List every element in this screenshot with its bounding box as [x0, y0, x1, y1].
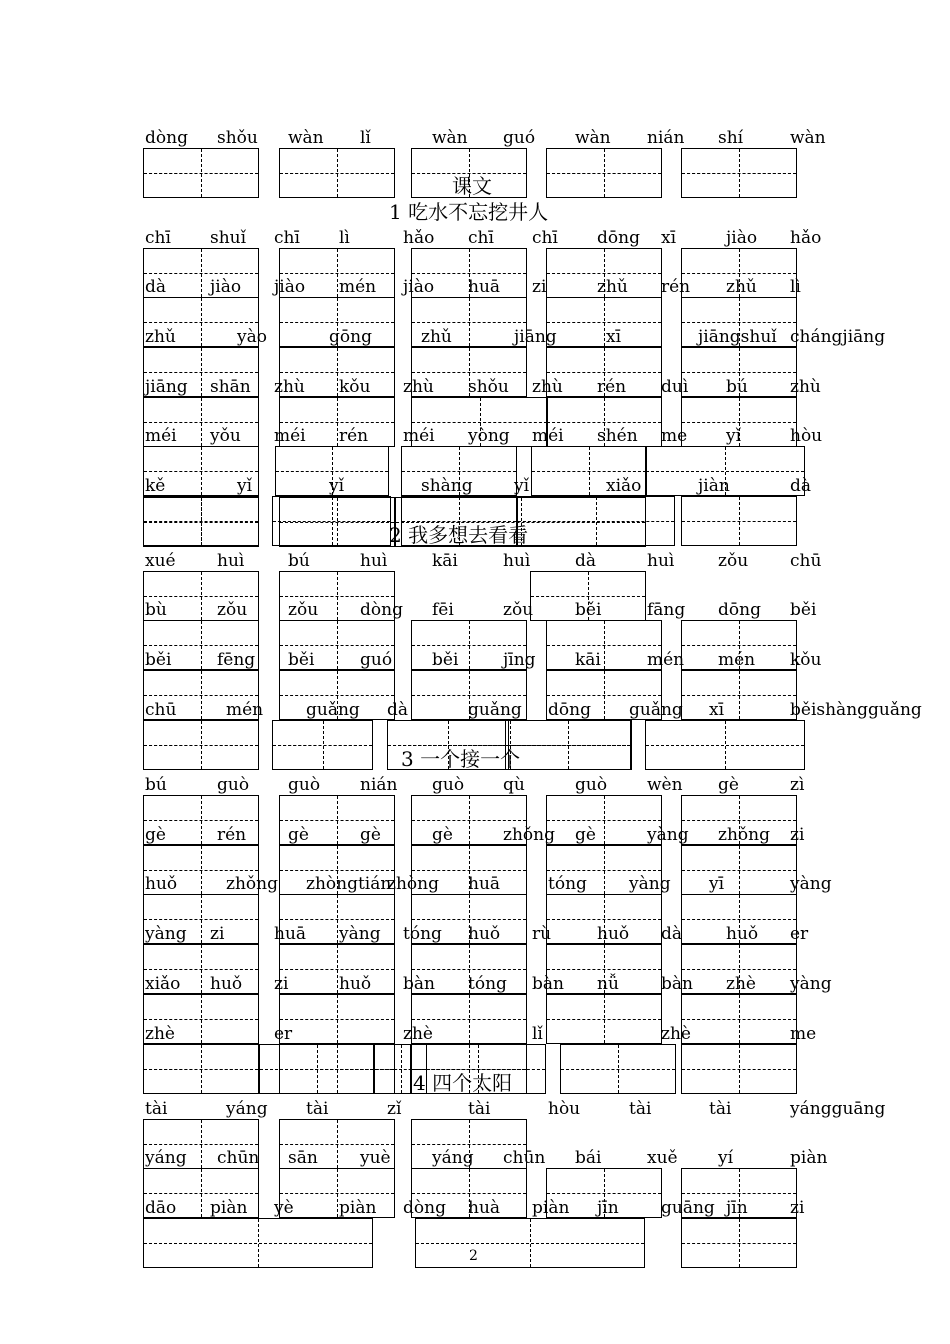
tianzige-box[interactable]: [681, 1218, 797, 1268]
pinyin-label: yè: [274, 1198, 294, 1218]
pinyin-label: méi: [274, 426, 306, 446]
pinyin-label: huì: [647, 551, 675, 571]
pinyin-label: běi: [575, 600, 602, 620]
pinyin-label: dà: [387, 700, 409, 720]
pinyin-label: zhè: [145, 1024, 175, 1044]
pinyin-label: tóng: [403, 924, 442, 944]
pinyin-label: huà: [468, 1198, 501, 1218]
pinyin-label: zhù: [274, 377, 305, 397]
pinyin-label: yǐ: [237, 476, 253, 496]
pinyin-label: jiào: [403, 277, 435, 297]
pinyin-label: chī: [274, 228, 300, 248]
pinyin-label: dà: [790, 476, 812, 496]
pinyin-label: rén: [661, 277, 691, 297]
pinyin-label: huā: [468, 874, 501, 894]
pinyin-label: huǒ: [339, 974, 372, 994]
pinyin-label: běi: [288, 650, 315, 670]
pinyin-label: chī: [532, 228, 558, 248]
tianzige-box[interactable]: [681, 496, 797, 546]
pinyin-label: kǒu: [339, 377, 371, 397]
pinyin-label: dōng: [597, 228, 640, 248]
pinyin-label: méi: [403, 426, 435, 446]
pinyin-label: gè: [360, 825, 381, 845]
pinyin-label: yǒu: [210, 426, 241, 446]
pinyin-label: dòng: [360, 600, 403, 620]
pinyin-label: huǒ: [210, 974, 243, 994]
pinyin-label: guò: [432, 775, 465, 795]
pinyin-label: nián: [360, 775, 398, 795]
page-number: 2: [469, 1248, 478, 1264]
pinyin-label: me: [661, 426, 688, 446]
pinyin-label: zhù: [403, 377, 434, 397]
pinyin-label: fāng: [647, 600, 686, 620]
pinyin-label: bú: [726, 377, 748, 397]
pinyin-label: xiǎo: [145, 974, 181, 994]
pinyin-label: nǚ: [597, 974, 619, 994]
pinyin-label: huì: [217, 551, 245, 571]
pinyin-label: xuě: [647, 1148, 678, 1168]
pinyin-label: zhù: [790, 377, 821, 397]
pinyin-label: jiāng: [145, 377, 188, 397]
pinyin-label: xué: [145, 551, 176, 571]
pinyin-label: jiāngshuǐ: [698, 327, 777, 347]
pinyin-label: chī: [468, 228, 494, 248]
pinyin-label: zǒu: [503, 600, 534, 620]
pinyin-label: zhòng: [387, 874, 439, 894]
pinyin-label: zǒu: [718, 551, 749, 571]
pinyin-label: guǎng: [306, 700, 360, 720]
pinyin-label: guó: [360, 650, 393, 670]
pinyin-label: rén: [217, 825, 247, 845]
pinyin-label: er: [274, 1024, 293, 1044]
pinyin-label: zhè: [726, 974, 756, 994]
pinyin-label: gè: [575, 825, 596, 845]
pinyin-label: jiàn: [698, 476, 730, 496]
pinyin-label: yàng: [790, 874, 832, 894]
pinyin-label: lì: [790, 277, 801, 297]
pinyin-label: mén: [718, 650, 756, 670]
tianzige-box[interactable]: [560, 1044, 676, 1094]
pinyin-label: yàng: [629, 874, 671, 894]
lesson-title: 2 我多想去看看: [389, 523, 529, 547]
tianzige-box[interactable]: [143, 497, 259, 547]
pinyin-label: zhǔ: [726, 277, 757, 297]
pinyin-label: dà: [145, 277, 167, 297]
pinyin-label: chángjiāng: [790, 327, 886, 347]
tianzige-box[interactable]: [279, 1168, 395, 1218]
pinyin-label: wàn: [575, 128, 611, 148]
pinyin-label: yáng: [145, 1148, 187, 1168]
pinyin-label: zi: [790, 1198, 805, 1218]
lesson-title: 4 四个太阳: [413, 1071, 513, 1095]
pinyin-label: gōng: [329, 327, 372, 347]
pinyin-label: zhǒng: [718, 825, 770, 845]
pinyin-label: chū: [790, 551, 822, 571]
pinyin-label: dòng: [403, 1198, 446, 1218]
pinyin-label: nián: [647, 128, 685, 148]
pinyin-label: huì: [360, 551, 388, 571]
pinyin-label: guó: [503, 128, 536, 148]
pinyin-label: běi: [790, 600, 817, 620]
pinyin-label: yàng: [790, 974, 832, 994]
pinyin-label: yàng: [339, 924, 381, 944]
pinyin-label: gè: [432, 825, 453, 845]
pinyin-label: tài: [306, 1099, 329, 1119]
pinyin-label: wàn: [288, 128, 324, 148]
pinyin-label: kǒu: [790, 650, 822, 670]
pinyin-label: hǎo: [790, 228, 822, 248]
pinyin-label: bù: [145, 600, 167, 620]
pinyin-label: zhè: [403, 1024, 433, 1044]
pinyin-label: shǒu: [217, 128, 258, 148]
pinyin-label: jiào: [274, 277, 306, 297]
lesson-title: 3 一个接一个: [401, 747, 521, 771]
pinyin-label: zhè: [661, 1024, 691, 1044]
pinyin-label: chūn: [503, 1148, 546, 1168]
tianzige-box[interactable]: [546, 148, 662, 198]
pinyin-label: běi: [145, 650, 172, 670]
pinyin-label: chū: [145, 700, 177, 720]
pinyin-label: guò: [217, 775, 250, 795]
pinyin-label: huā: [274, 924, 307, 944]
pinyin-label: běishàngguǎng: [790, 700, 922, 720]
pinyin-label: wàn: [432, 128, 468, 148]
pinyin-label: zhǔ: [145, 327, 176, 347]
pinyin-label: bàn: [532, 974, 564, 994]
pinyin-label: rén: [339, 426, 369, 446]
pinyin-label: fēi: [432, 600, 454, 620]
pinyin-label: kāi: [575, 650, 601, 670]
tianzige-box[interactable]: [143, 1044, 259, 1094]
pinyin-label: zǒu: [217, 600, 248, 620]
pinyin-label: qù: [503, 775, 525, 795]
lesson-title: 课文: [452, 174, 492, 198]
pinyin-label: er: [790, 924, 809, 944]
pinyin-label: lǐ: [360, 128, 371, 148]
pinyin-label: huǒ: [597, 924, 630, 944]
pinyin-label: bái: [575, 1148, 602, 1168]
pinyin-label: gè: [718, 775, 739, 795]
tianzige-box[interactable]: [681, 670, 797, 720]
pinyin-label: chūn: [217, 1148, 260, 1168]
pinyin-label: dòng: [145, 128, 188, 148]
pinyin-label: jiào: [726, 228, 758, 248]
pinyin-label: běi: [432, 650, 459, 670]
pinyin-label: gè: [145, 825, 166, 845]
tianzige-box[interactable]: [681, 994, 797, 1044]
pinyin-label: yǐ: [726, 426, 742, 446]
tianzige-box[interactable]: [546, 994, 662, 1044]
tianzige-box[interactable]: [681, 148, 797, 198]
pinyin-label: mén: [647, 650, 685, 670]
pinyin-label: gè: [288, 825, 309, 845]
pinyin-label: zhǒng: [226, 874, 278, 894]
tianzige-box[interactable]: [279, 994, 395, 1044]
pinyin-label: huǒ: [726, 924, 759, 944]
pinyin-label: shí: [718, 128, 744, 148]
tianzige-box[interactable]: [279, 148, 395, 198]
pinyin-label: zhǒng: [503, 825, 555, 845]
pinyin-label: yàng: [145, 924, 187, 944]
pinyin-label: zi: [532, 277, 547, 297]
pinyin-label: méi: [145, 426, 177, 446]
pinyin-label: hòu: [548, 1099, 581, 1119]
pinyin-label: bú: [288, 551, 310, 571]
pinyin-label: shàng: [421, 476, 473, 496]
tianzige-box[interactable]: [546, 795, 662, 845]
pinyin-label: hòu: [790, 426, 823, 446]
pinyin-label: bàn: [661, 974, 693, 994]
pinyin-label: wàn: [790, 128, 826, 148]
pinyin-label: yángguāng: [790, 1099, 886, 1119]
pinyin-label: xiǎo: [606, 476, 642, 496]
pinyin-label: tóng: [468, 974, 507, 994]
pinyin-label: hǎo: [403, 228, 435, 248]
pinyin-label: huǒ: [145, 874, 178, 894]
pinyin-label: bú: [145, 775, 167, 795]
pinyin-label: dōng: [718, 600, 761, 620]
pinyin-label: xī: [661, 228, 677, 248]
pinyin-label: huā: [468, 277, 501, 297]
tianzige-box[interactable]: [279, 1044, 395, 1094]
pinyin-label: jīng: [503, 650, 536, 670]
pinyin-label: mén: [226, 700, 264, 720]
pinyin-label: zǒu: [288, 600, 319, 620]
pinyin-label: dà: [661, 924, 683, 944]
pinyin-label: yuè: [360, 1148, 391, 1168]
pinyin-label: yí: [718, 1148, 734, 1168]
tianzige-box[interactable]: [546, 297, 662, 347]
pinyin-label: jiào: [210, 277, 242, 297]
tianzige-box[interactable]: [272, 720, 373, 770]
pinyin-label: tài: [629, 1099, 652, 1119]
pinyin-label: piàn: [339, 1198, 377, 1218]
tianzige-box[interactable]: [143, 148, 259, 198]
pinyin-label: kě: [145, 476, 166, 496]
pinyin-label: zi: [210, 924, 225, 944]
pinyin-label: shuǐ: [210, 228, 247, 248]
pinyin-label: sān: [288, 1148, 318, 1168]
pinyin-label: fēng: [217, 650, 256, 670]
tianzige-box[interactable]: [143, 720, 259, 770]
pinyin-label: zhǔ: [421, 327, 452, 347]
lesson-title: 1 吃水不忘挖井人: [389, 200, 549, 224]
pinyin-label: zhǔ: [597, 277, 628, 297]
pinyin-label: zhòngtián: [306, 874, 392, 894]
pinyin-label: yào: [237, 327, 267, 347]
pinyin-label: shǒu: [468, 377, 509, 397]
pinyin-label: guò: [575, 775, 608, 795]
pinyin-label: jiāng: [514, 327, 557, 347]
pinyin-label: yáng: [226, 1099, 268, 1119]
pinyin-label: jīn: [726, 1198, 748, 1218]
pinyin-label: méi: [532, 426, 564, 446]
tianzige-box[interactable]: [681, 845, 797, 895]
pinyin-label: tài: [468, 1099, 491, 1119]
pinyin-label: zi: [274, 974, 289, 994]
tianzige-box[interactable]: [279, 944, 395, 994]
pinyin-label: lì: [339, 228, 350, 248]
pinyin-label: huì: [503, 551, 531, 571]
tianzige-box[interactable]: [279, 497, 395, 547]
pinyin-label: zhù: [532, 377, 563, 397]
pinyin-label: duì: [661, 377, 689, 397]
pinyin-label: guò: [288, 775, 321, 795]
pinyin-label: dà: [575, 551, 597, 571]
pinyin-label: piàn: [532, 1198, 570, 1218]
pinyin-label: kāi: [432, 551, 458, 571]
pinyin-label: guǎng: [468, 700, 522, 720]
pinyin-label: mén: [339, 277, 377, 297]
pinyin-label: yǐ: [514, 476, 530, 496]
pinyin-label: lǐ: [532, 1024, 543, 1044]
pinyin-label: xī: [709, 700, 725, 720]
tianzige-box[interactable]: [645, 720, 805, 770]
pinyin-label: yǐ: [329, 476, 345, 496]
pinyin-label: tài: [145, 1099, 168, 1119]
pinyin-label: rù: [532, 924, 552, 944]
tianzige-box[interactable]: [546, 620, 662, 670]
pinyin-label: yī: [709, 874, 725, 894]
pinyin-label: bàn: [403, 974, 435, 994]
pinyin-label: piàn: [210, 1198, 248, 1218]
pinyin-label: yòng: [468, 426, 510, 446]
pinyin-label: shén: [597, 426, 638, 446]
pinyin-label: zì: [790, 775, 805, 795]
pinyin-label: guǎng: [629, 700, 683, 720]
tianzige-box[interactable]: [415, 1218, 645, 1268]
pinyin-label: chī: [145, 228, 171, 248]
pinyin-label: me: [790, 1024, 817, 1044]
pinyin-label: shān: [210, 377, 251, 397]
pinyin-label: huǒ: [468, 924, 501, 944]
pinyin-label: rén: [597, 377, 627, 397]
pinyin-label: yáng: [432, 1148, 474, 1168]
pinyin-label: dōng: [548, 700, 591, 720]
pinyin-label: tài: [709, 1099, 732, 1119]
pinyin-label: zi: [790, 825, 805, 845]
pinyin-label: dāo: [145, 1198, 177, 1218]
pinyin-label: xī: [606, 327, 622, 347]
pinyin-label: wèn: [647, 775, 683, 795]
pinyin-label: piàn: [790, 1148, 828, 1168]
pinyin-label: yàng: [647, 825, 689, 845]
pinyin-label: zǐ: [387, 1099, 402, 1119]
pinyin-label: tóng: [548, 874, 587, 894]
pinyin-label: jīn: [597, 1198, 619, 1218]
tianzige-box[interactable]: [143, 1218, 373, 1268]
tianzige-box[interactable]: [681, 1044, 797, 1094]
pinyin-label: guāng: [661, 1198, 715, 1218]
